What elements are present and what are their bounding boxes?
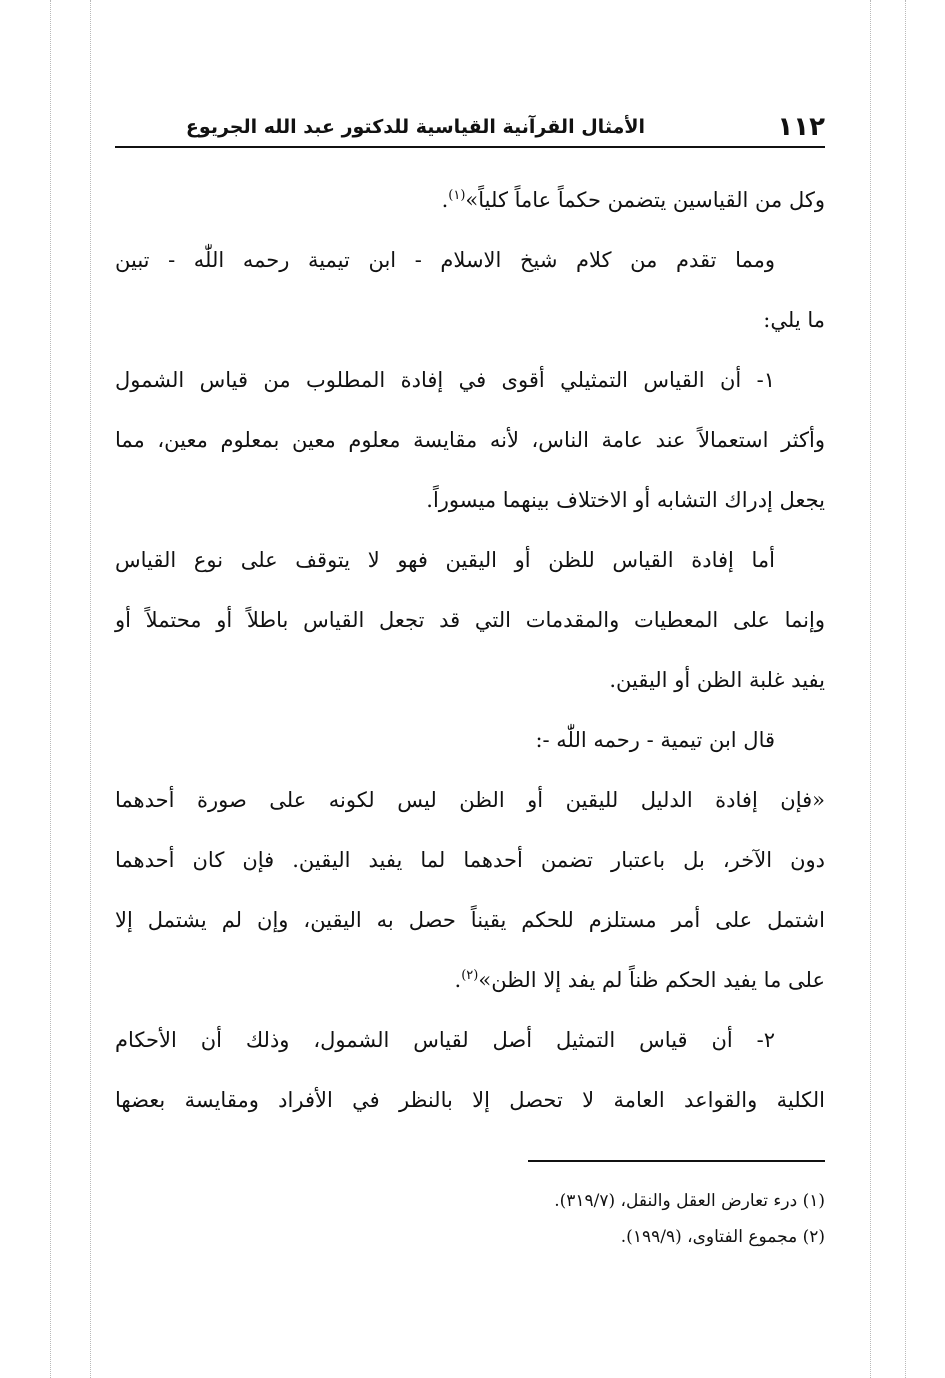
footnote: (١) درء تعارض العقل والنقل، (٣١٩/٧). xyxy=(554,1191,825,1211)
text-line: وكل من القياسين يتضمن حكماً عاماً كلياً»$^{(١)}$. xyxy=(441,188,825,212)
text-line: «فإن إفادة الدليل لليقين أو الظن ليس لكونه على صورة أحدهما xyxy=(115,788,825,812)
text-line: أما إفادة القياس للظن أو اليقين فهو لا يتوقف على نوع القياس xyxy=(115,548,775,572)
text-line: الكلية والقواعد العامة لا تحصل إلا بالنظر في الأفراد ومقايسة بعضها xyxy=(115,1088,825,1112)
scan-margin-line xyxy=(50,0,51,1378)
text-line: ١- أن القياس التمثيلي أقوى في إفادة المطلوب من قياس الشمول xyxy=(115,368,775,392)
scan-margin-line xyxy=(905,0,906,1378)
body-text xyxy=(115,170,825,1130)
text-line: يفيد غلبة الظن أو اليقين. xyxy=(609,668,825,692)
running-title: الأمثال القرآنية القياسية للدكتور عبد الله الجريوع xyxy=(185,116,645,138)
footnote-mark: (١) xyxy=(448,188,466,203)
footnotes xyxy=(115,1183,825,1255)
text-line: ٢- أن قياس التمثيل أصل لقياس الشمول، وذلك أن الأحكام xyxy=(115,1028,775,1052)
footnote-mark: (٢) xyxy=(461,968,479,983)
scan-margin-line xyxy=(90,0,91,1378)
page-number: ١١٢ xyxy=(777,112,825,142)
footnote: (٢) مجموع الفتاوى، (١٩٩/٩). xyxy=(620,1227,825,1247)
text-line: وأكثر استعمالاً عند عامة الناس، لأنه مقايسة معلوم معين بمعلوم معين، مما xyxy=(115,428,825,452)
text-line: اشتمل على أمر مستلزم للحكم يقيناً حصل به اليقين، وإن لم يشتمل إلا xyxy=(115,908,825,932)
text-line: يجعل إدراك التشابه أو الاختلاف بينهما ميسوراً. xyxy=(426,488,825,512)
scan-margin-line xyxy=(870,0,871,1378)
text-line: ما يلي: xyxy=(763,308,825,332)
text-line: قال ابن تيمية - رحمه اللّٰه -: xyxy=(535,728,775,752)
text-line: ومما تقدم من كلام شيخ الاسلام - ابن تيمية رحمه اللّٰه - تبين xyxy=(115,248,775,272)
text-line: دون الآخر، بل باعتبار تضمن أحدهما لما يفيد اليقين. فإن كان أحدهما xyxy=(115,848,825,872)
footnote-rule xyxy=(528,1160,825,1162)
text-line: على ما يفيد الحكم ظناً لم يفد إلا الظن»$^{(٢)}$. xyxy=(454,968,825,992)
text-line: وإنما على المعطيات والمقدمات التي قد تجعل القياس باطلاً أو محتملاً أو xyxy=(115,608,825,632)
header-rule xyxy=(115,146,825,148)
page-header xyxy=(115,108,825,148)
